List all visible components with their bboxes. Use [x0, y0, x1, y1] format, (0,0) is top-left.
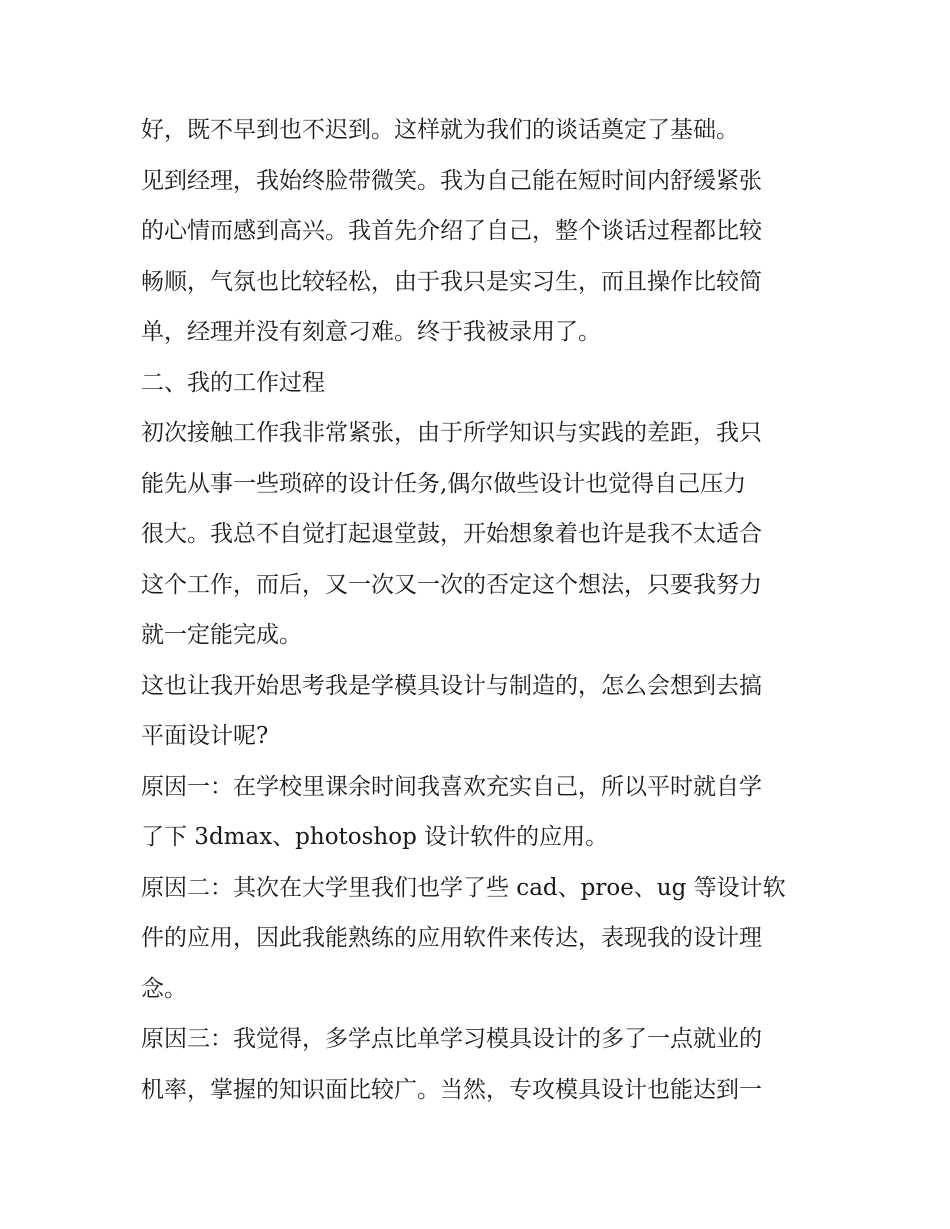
section-heading [141, 358, 821, 409]
text-line: 平面设计呢? [141, 723, 269, 749]
text-line: 单，经理并没有刻意刁难。终于我被录用了。 [141, 319, 601, 345]
paragraph-arrival [141, 105, 821, 156]
text-line: 这也让我开始思考我是学模具设计与制造的，怎么会想到去搞 [141, 672, 762, 699]
text-line: 这个工作，而后，又一次又一次的否定这个想法，只要我努力 [141, 571, 762, 598]
paragraph-reason-two [141, 863, 821, 1015]
text-line: 原因一：在学校里课余时间我喜欢充实自己，所以平时就自学 [141, 773, 762, 800]
paragraph-first-work [141, 408, 821, 661]
heading-text: 二、我的工作过程 [141, 369, 325, 396]
text-line: 原因三：我觉得，多学点比单学习模具设计的多了一点就业的 [141, 1026, 762, 1052]
paragraph-reflection [141, 661, 821, 762]
text-line: 畅顺，气氛也比较轻松，由于我只是实习生，而且操作比较简 [141, 268, 762, 295]
paragraph-interview [141, 156, 821, 358]
text-line: 机率，掌握的知识面比较广。当然，专攻模具设计也能达到一 [141, 1076, 762, 1103]
text-line: 就一定能完成。 [141, 622, 302, 648]
document-body [141, 105, 821, 1115]
text-line: 很大。我总不自觉打起退堂鼓，开始想象着也许是我不太适合 [141, 521, 762, 547]
text-line: 的心情而感到高兴。我首先介绍了自己，整个谈话过程都比较 [141, 218, 762, 244]
paragraph-reason-three [141, 1014, 821, 1115]
text-line: 好，既不早到也不迟到。这样就为我们的谈话奠定了基础。 [141, 117, 739, 143]
text-line: 了下 3dmax、photoshop 设计软件的应用。 [141, 824, 609, 850]
text-line: 念。 [141, 975, 187, 1002]
text-line: 初次接触工作我非常紧张，由于所学知识与实践的差距，我只 [141, 420, 762, 446]
text-line: 见到经理，我始终脸带微笑。我为自己能在短时间内舒缓紧张 [141, 167, 762, 194]
text-line: 原因二：其次在大学里我们也学了些 cad、proe、ug 等设计软 [141, 874, 786, 901]
text-line: 能先从事一些琐碎的设计任务,偶尔做些设计也觉得自己压力 [141, 470, 747, 497]
text-line: 件的应用，因此我能熟练的应用软件来传达，表现我的设计理 [141, 925, 762, 951]
paragraph-reason-one [141, 762, 821, 863]
